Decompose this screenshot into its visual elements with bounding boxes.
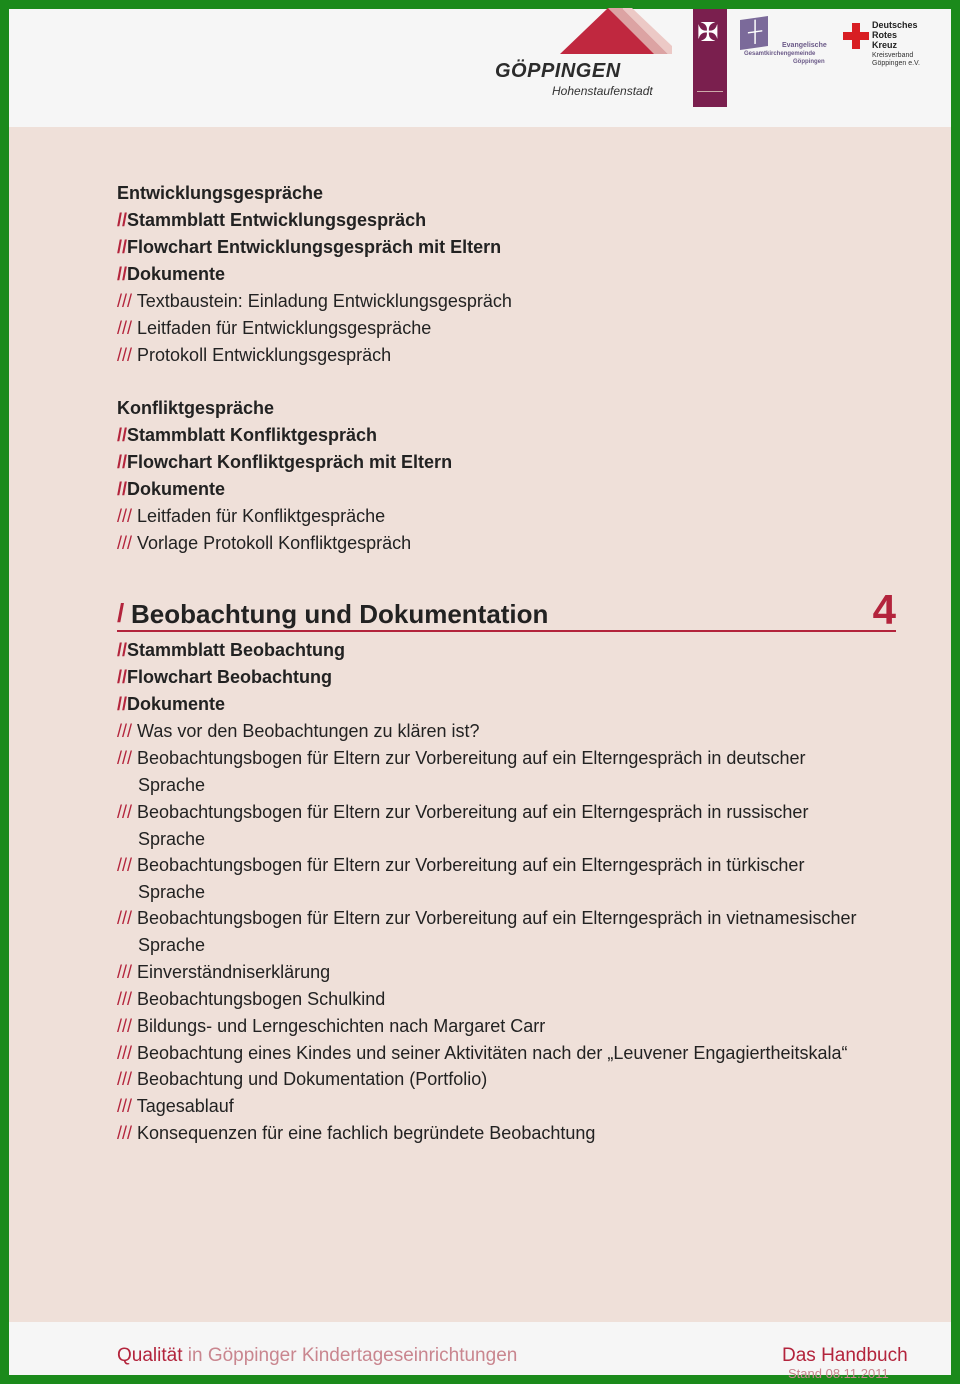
chapter-title: Beobachtung und Dokumentation bbox=[131, 599, 549, 629]
goeppingen-logo bbox=[492, 8, 672, 103]
drk-name: Deutsches Rotes Kreuz bbox=[872, 20, 918, 50]
list-item[interactable]: //Stammblatt Konfliktgespräch bbox=[117, 425, 378, 445]
list-item[interactable]: //Dokumente bbox=[117, 694, 226, 714]
list-item[interactable]: /// Vorlage Protokoll Konfliktgespräch bbox=[117, 533, 412, 553]
list-item[interactable]: /// Beobachtung und Dokumentation (Portfolio) bbox=[117, 1069, 488, 1089]
list-item[interactable]: //Dokumente bbox=[117, 264, 226, 284]
drk-logo bbox=[843, 20, 933, 70]
list-item[interactable]: /// Konsequenzen für eine fachlich begründete Beobachtung bbox=[117, 1123, 596, 1143]
evang-cross-icon: ┼ bbox=[740, 16, 768, 50]
list-item[interactable]: /// Einverständniserklärung bbox=[117, 962, 331, 982]
list-item[interactable]: //Stammblatt Entwicklungsgespräch bbox=[117, 210, 427, 230]
evang-line2: Gesamtkirchengemeinde bbox=[744, 51, 816, 57]
roof-icon bbox=[560, 8, 672, 56]
list-item[interactable]: /// Beobachtung eines Kindes und seiner Aktivitäten nach der „Leuvener Engagiertheitskala“ bbox=[117, 1043, 848, 1063]
caritas-caption bbox=[697, 91, 723, 102]
drk-subtitle: Kreisverband Göppingen e.V. bbox=[872, 52, 921, 67]
list-item[interactable]: //Flowchart Entwicklungsgespräch mit Eltern bbox=[117, 237, 502, 257]
section-heading: Entwicklungsgespräche bbox=[117, 183, 324, 203]
caritas-logo bbox=[693, 9, 727, 107]
list-item[interactable]: //Dokumente bbox=[117, 479, 226, 499]
list-item[interactable]: /// Was vor den Beobachtungen zu klären ist? bbox=[117, 721, 480, 741]
list-item[interactable]: //Flowchart Konfliktgespräch mit Eltern bbox=[117, 452, 453, 472]
list-item[interactable]: /// Beobachtungsbogen für Eltern zur Vorbereitung auf ein Elterngespräch in türkischer Sprache bbox=[117, 855, 805, 902]
list-item[interactable]: /// Leitfaden für Entwicklungsgespräche bbox=[117, 318, 432, 338]
list-item[interactable]: /// Beobachtungsbogen Schulkind bbox=[117, 989, 386, 1009]
evang-logo bbox=[740, 18, 840, 68]
section-heading: Konfliktgespräche bbox=[117, 398, 275, 418]
list-item[interactable]: //Stammblatt Beobachtung bbox=[117, 640, 346, 660]
list-item[interactable]: /// Beobachtungsbogen für Eltern zur Vorbereitung auf ein Elterngespräch in deutscher Sprache bbox=[117, 748, 806, 795]
evang-line3: Göppingen bbox=[793, 59, 825, 65]
list-item[interactable]: /// Tagesablauf bbox=[117, 1096, 234, 1116]
logo-city-name: GÖPPINGEN bbox=[495, 60, 621, 82]
logo-city-subtitle: Hohenstaufenstadt bbox=[552, 84, 653, 98]
list-item[interactable]: //Flowchart Beobachtung bbox=[117, 667, 333, 687]
list-item[interactable]: /// Leitfaden für Konfliktgespräche bbox=[117, 506, 386, 526]
chapter-number: 4 bbox=[872, 586, 896, 633]
footer-handbook: Das Handbuch bbox=[782, 1345, 908, 1366]
footer-title: Qualität in Göppinger Kindertageseinrichtungen bbox=[117, 1345, 518, 1366]
chapter-heading bbox=[117, 586, 896, 633]
list-item[interactable]: /// Protokoll Entwicklungsgespräch bbox=[117, 345, 392, 365]
list-item[interactable]: /// Beobachtungsbogen für Eltern zur Vorbereitung auf ein Elterngespräch in russischer Sprache bbox=[117, 802, 809, 849]
evang-line1: Evangelische bbox=[782, 42, 827, 49]
list-item[interactable]: /// Textbaustein: Einladung Entwicklungsgespräch bbox=[117, 291, 512, 311]
list-item[interactable]: /// Bildungs- und Lerngeschichten nach Margaret Carr bbox=[117, 1016, 546, 1036]
footer-date: Stand 08.11.2011 bbox=[788, 1366, 889, 1381]
list-item[interactable]: /// Beobachtungsbogen für Eltern zur Vorbereitung auf ein Elterngespräch in vietnamesischer Sprache bbox=[117, 908, 857, 955]
cross-icon: ✠ bbox=[697, 17, 719, 47]
chapter-marker: / bbox=[117, 598, 125, 628]
red-cross-icon bbox=[843, 23, 869, 49]
